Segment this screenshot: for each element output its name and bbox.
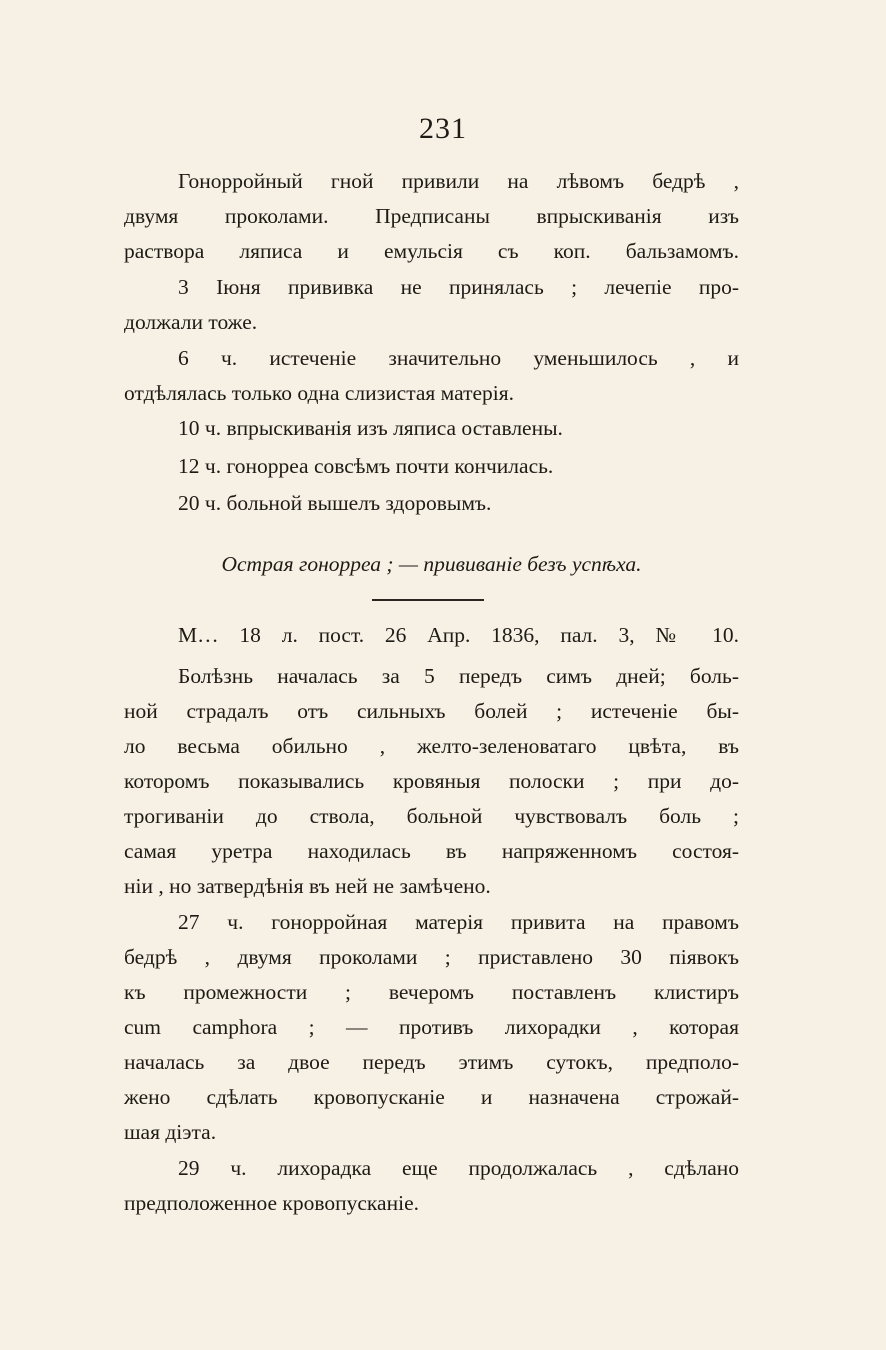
text-line: 10 ч. впрыскиванія изъ ляписа оставлены. <box>178 416 563 440</box>
text-line: должали тоже. <box>124 310 258 334</box>
text-line: 29 ч. лихорадка еще продолжалась , сдѣлано <box>178 1156 739 1180</box>
text-line: предположенное кровопусканіе. <box>124 1191 419 1215</box>
text-line: 3 Іюня прививка не принялась ; лечепіе про- <box>178 275 739 299</box>
text-line: отдѣлялась только одна слизистая матерія. <box>124 381 515 405</box>
text-line: ной страдалъ отъ сильныхъ болей ; истеченіе бы- <box>124 699 739 723</box>
text-line: которомъ показывались кровяныя полоски ; при до- <box>124 769 739 793</box>
divider <box>372 599 484 601</box>
text-line: шая діэта. <box>124 1120 217 1144</box>
text-line: ло весьма обильно , желто-зеленоватаго цвѣта, въ <box>124 734 739 758</box>
text-line: 27 ч. гонорройная матерія привита на правомъ <box>178 910 739 934</box>
text-line: 12 ч. гонорреа совсѣмъ почти кончилась. <box>178 454 554 478</box>
text-line: началась за двое передъ этимъ сутокъ, предполо- <box>124 1050 739 1074</box>
text-line: трогиваніи до ствола, больной чувствовалъ боль ; <box>124 804 739 828</box>
text-line: ніи , но затвердѣнія въ ней не замѣчено. <box>124 874 491 898</box>
text-line: Болѣзнь началась за 5 передъ симъ дней; боль- <box>178 664 739 688</box>
text-line: къ промежности ; вечеромъ поставленъ клистиръ <box>124 980 739 1004</box>
text-line: Гонорройный гной привили на лѣвомъ бедрѣ , <box>178 169 739 193</box>
text-line: двумя проколами. Предписаны впрыскиванія изъ <box>124 204 739 228</box>
case-header: M… 18 л. пост. 26 Апр. 1836, пал. 3, № 10. <box>178 623 739 647</box>
text-line: cum camphora ; — противъ лихорадки , которая <box>124 1015 739 1039</box>
text-line: раствора ляписа и емульсія съ коп. бальзамомъ. <box>124 239 739 263</box>
page-number: 231 <box>419 112 467 145</box>
text-line: 20 ч. больной вышелъ здоровымъ. <box>178 491 492 515</box>
section-heading: Острая гонорреа ; — прививаніе безъ успѣха. <box>221 552 642 576</box>
text-line: 6 ч. истеченіе значительно уменьшилось , и <box>178 346 739 370</box>
text-line: бедрѣ , двумя проколами ; приставлено 30 піявокъ <box>124 945 739 969</box>
text-line: жено сдѣлать кровопусканіе и назначена строжай- <box>124 1085 739 1109</box>
text-line: самая уретра находилась въ напряженномъ состоя- <box>124 839 739 863</box>
